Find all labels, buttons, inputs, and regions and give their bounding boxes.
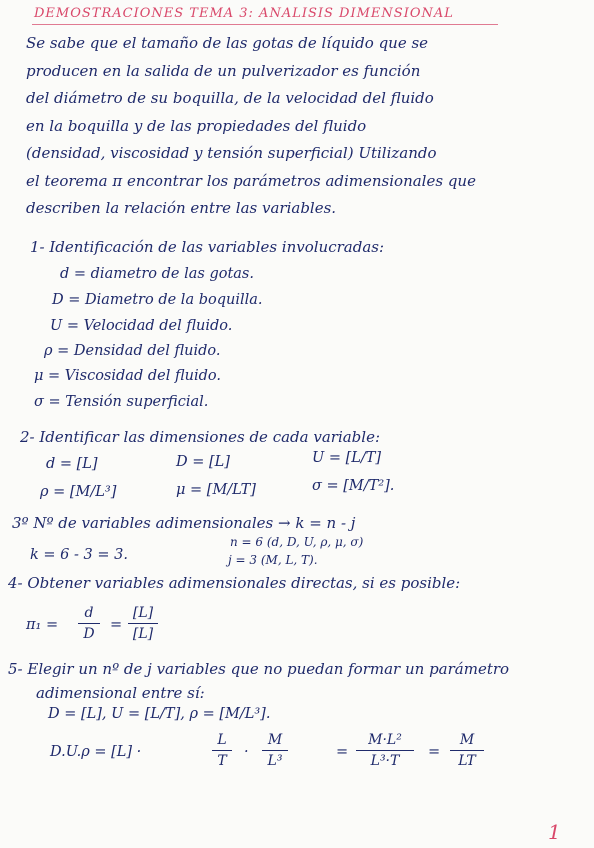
variable-item: d = diametro de las gotas. bbox=[60, 266, 254, 282]
fraction-bar bbox=[450, 750, 484, 751]
denominator: LT bbox=[458, 753, 476, 770]
step5-title: 5- Elegir un nº de j variables que no puedan formar un parámetro bbox=[8, 660, 510, 678]
fraction-d-over-D bbox=[78, 604, 100, 643]
fraction-bar bbox=[212, 750, 232, 751]
fraction-bar bbox=[262, 750, 288, 751]
header-underline bbox=[32, 24, 498, 25]
equals-sign: = bbox=[110, 617, 123, 633]
page-header: DEMOSTRACIONES TEMA 3: ANALISIS DIMENSIONAL bbox=[34, 6, 454, 21]
variable-item: μ = Viscosidad del fluido. bbox=[34, 368, 221, 384]
step2-title: 2- Identificar las dimensiones de cada variable: bbox=[20, 428, 381, 446]
step5-title-cont: adimensional entre sí: bbox=[36, 684, 205, 702]
fraction-bar bbox=[128, 623, 158, 624]
fraction-L-over-T bbox=[212, 731, 232, 770]
denominator: [L] bbox=[132, 626, 154, 643]
intro-line: Se sabe que el tamaño de las gotas de líquido que se bbox=[26, 34, 429, 52]
dimensional-product-label: D.U.ρ = [L] · bbox=[50, 744, 142, 760]
intro-line: (densidad, viscosidad y tensión superficial) Utilizando bbox=[26, 144, 437, 162]
numerator: M bbox=[459, 732, 475, 748]
numerator: L bbox=[217, 732, 227, 748]
denominator: L³ bbox=[267, 753, 283, 770]
numerator: [L] bbox=[132, 605, 154, 621]
step3-title: 3º Nº de variables adimensionales → k = n - j bbox=[12, 514, 356, 532]
numerator: M·L² bbox=[368, 732, 402, 748]
page-number: 1 bbox=[548, 820, 561, 844]
dimension-item: σ = [M/T²]. bbox=[312, 478, 395, 494]
fraction-bar bbox=[78, 623, 100, 624]
n-count: n = 6 (d, D, U, ρ, μ, σ) bbox=[230, 535, 364, 549]
dimension-item: d = [L] bbox=[46, 456, 98, 472]
selected-variables: D = [L], U = [L/T], ρ = [M/L³]. bbox=[48, 706, 271, 722]
numerator: M bbox=[267, 732, 283, 748]
fraction-L-over-L bbox=[128, 604, 158, 643]
step1-title: 1- Identificación de las variables involucradas: bbox=[30, 238, 385, 256]
dimension-item: ρ = [M/L³] bbox=[40, 484, 117, 500]
variable-item: σ = Tensión superficial. bbox=[34, 394, 209, 410]
intro-line: el teorema π encontrar los parámetros adimensionales que bbox=[26, 171, 476, 190]
denominator: L³·T bbox=[370, 753, 400, 770]
fraction-bar bbox=[356, 750, 414, 751]
intro-line: producen en la salida de un pulverizador es función bbox=[26, 61, 421, 80]
fraction-M-over-L3 bbox=[262, 731, 288, 770]
k-count: k = 6 - 3 = 3. bbox=[30, 547, 128, 563]
intro-line: describen la relación entre las variables. bbox=[26, 199, 337, 217]
variable-item: ρ = Densidad del fluido. bbox=[44, 343, 221, 359]
equals-sign: = bbox=[336, 744, 349, 760]
equals-sign: = bbox=[428, 744, 441, 760]
j-count: j = 3 (M, L, T). bbox=[228, 553, 318, 567]
dimension-item: μ = [M/LT] bbox=[176, 482, 256, 498]
intro-line: en la boquilla y de las propiedades del fluido bbox=[26, 116, 367, 135]
problem-statement bbox=[26, 30, 578, 223]
denominator: D bbox=[83, 626, 95, 643]
dimension-item: D = [L] bbox=[176, 454, 230, 470]
numerator: d bbox=[84, 605, 94, 621]
variable-item: D = Diametro de la boquilla. bbox=[52, 292, 263, 308]
fraction-ML2-over-L3T bbox=[356, 731, 414, 770]
dimension-item: U = [L/T] bbox=[312, 450, 382, 466]
variable-item: U = Velocidad del fluido. bbox=[50, 318, 233, 334]
step4-title: 4- Obtener variables adimensionales directas, si es posible: bbox=[8, 574, 461, 592]
multiply-dot: · bbox=[244, 744, 249, 760]
fraction-M-over-LT bbox=[450, 731, 484, 770]
pi1-label: π₁ = bbox=[26, 617, 59, 633]
intro-line: del diámetro de su boquilla, de la velocidad del fluido bbox=[26, 89, 434, 107]
denominator: T bbox=[217, 753, 227, 770]
